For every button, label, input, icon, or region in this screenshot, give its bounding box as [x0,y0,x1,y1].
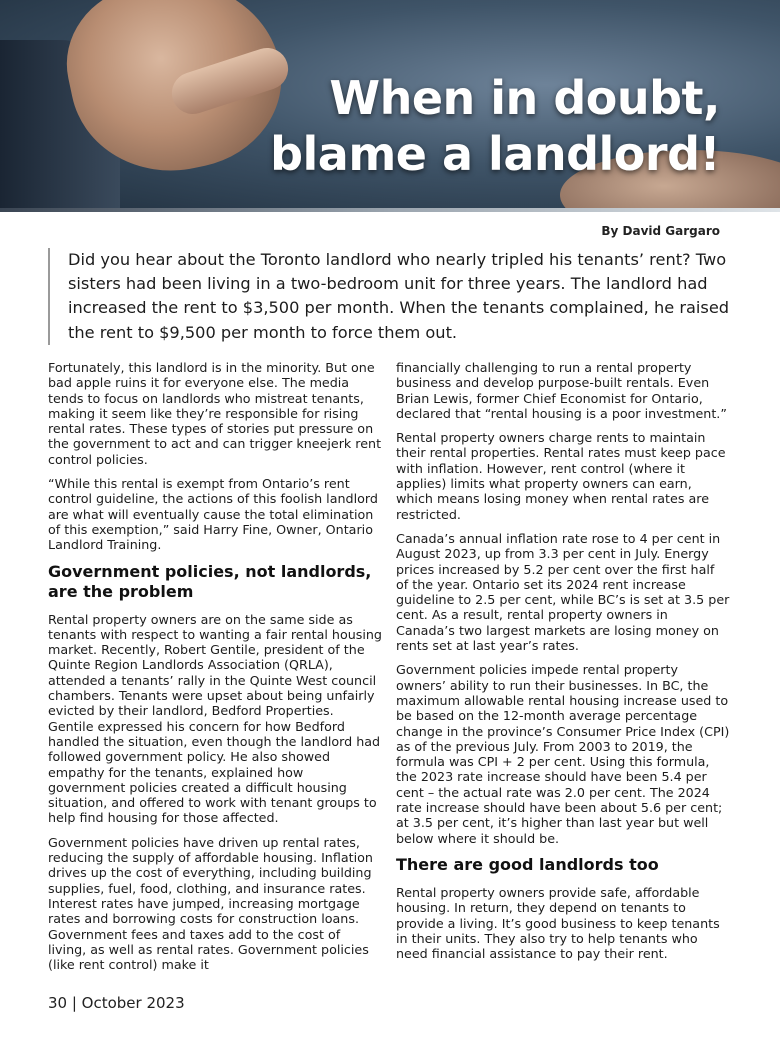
hero-photo [0,0,780,212]
title-line-2: blame a landlord! [270,127,720,181]
paragraph: Government policies impede rental property owners’ ability to run their businesses. In BC, the maximum allowable rental housing increase used to be based on the 12-month average percentage change in the province’s Consumer Price Index (CPI) as of the previous July. From 2003 to 2019, the formula was CPI + 2 per cent. Using this formula, the 2023 rate increase should have been 5.4 per cent – the actual rate was 2.0 per cent. The 2024 rate increase should have been about 5.6 per cent; at 3.5 per cent, it’s higher than last year but well below where it should be. [396,662,730,846]
title-line-1: When in doubt, [329,71,720,125]
byline: By David Gargaro [601,224,720,238]
paragraph: Government policies have driven up rental rates, reducing the supply of affordable housing. Inflation drives up the cost of everything, including building supplies, fuel, food, clothing, and insurance rates. Interest rates have jumped, increasing mortgage rates and borrowing costs for construction loans. Government fees and taxes add to the cost of living, as well as rental rates. Government policies (like rent control) make it [48,834,373,973]
article-title [270,70,720,182]
left-column [48,360,382,981]
paragraph: Canada’s annual inflation rate rose to 4 per cent in August 2023, up from 3.3 per cent in July. Energy prices increased by 5.2 per cent over the first half of the year. Ontario set its 2024 rent increase guideline to 2.5 per cent, while BC’s is set at 3.5 per cent. As a result, rental property owners in Canada’s two largest markets are losing money on rents set at last year’s rates. [396,530,730,654]
right-column [396,360,730,970]
paragraph: “While this rental is exempt from Ontario’s rent control guideline, the actions of this foolish landlord are what will eventually cause the total elimination of this exemption,” said Harry Fine, Owner, Ontario Landlord Training. [48,476,378,553]
hero-bottom-band [0,208,780,212]
section-heading: Government policies, not landlords, are the problem [48,561,372,601]
paragraph: Rental property owners are on the same side as tenants with respect to wanting a fair rental housing market. Recently, Robert Gentile, president of the Quinte Region Landlords Association (QRLA), attended a tenants’ rally in the Quinte West council chambers. Tenants were upset about being unfairly evicted by their landlord, Bedford Properties. Gentile expressed his concern for how Bedford handled the situation, even though the landlord had followed government policy. He also showed empathy for the tenants, explained how government policies created a difficult housing situation, and offered to work with tenant groups to help find housing for those affected. [48,611,382,826]
intro-paragraph: Did you hear about the Toronto landlord who nearly tripled his tenants’ rent? Two sisters had been living in a two-bedroom unit for three years. The landlord had increased the rent to $3,500 per month. When the tenants complained, he raised the rent to $9,500 per month to force them out. [48,248,748,345]
paragraph: Rental property owners charge rents to maintain their rental properties. Rental rates must keep pace with inflation. However, rent control (where it applies) limits what property owners can earn, which means losing money when rental rates are restricted. [396,430,726,522]
paragraph: Fortunately, this landlord is in the minority. But one bad apple ruins it for everyone else. The media tends to focus on landlords who mistreat tenants, making it seem like they’re responsible for rising rental rates. These types of stories put pressure on the government to act and can trigger kneejerk rent control policies. [48,360,382,467]
section-heading: There are good landlords too [396,854,659,874]
page-footer: 30 | October 2023 [48,994,185,1012]
paragraph: Rental property owners provide safe, affordable housing. In return, they depend on tenants to provide a living. It’s good business to keep tenants in their units. They also try to help tenants who need financial assistance to pay their rent. [396,884,720,962]
paragraph: financially challenging to run a rental property business and develop purpose-built rentals. Even Brian Lewis, former Chief Economist for Ontario, declared that “rental housing is a poor investment.” [396,360,727,421]
